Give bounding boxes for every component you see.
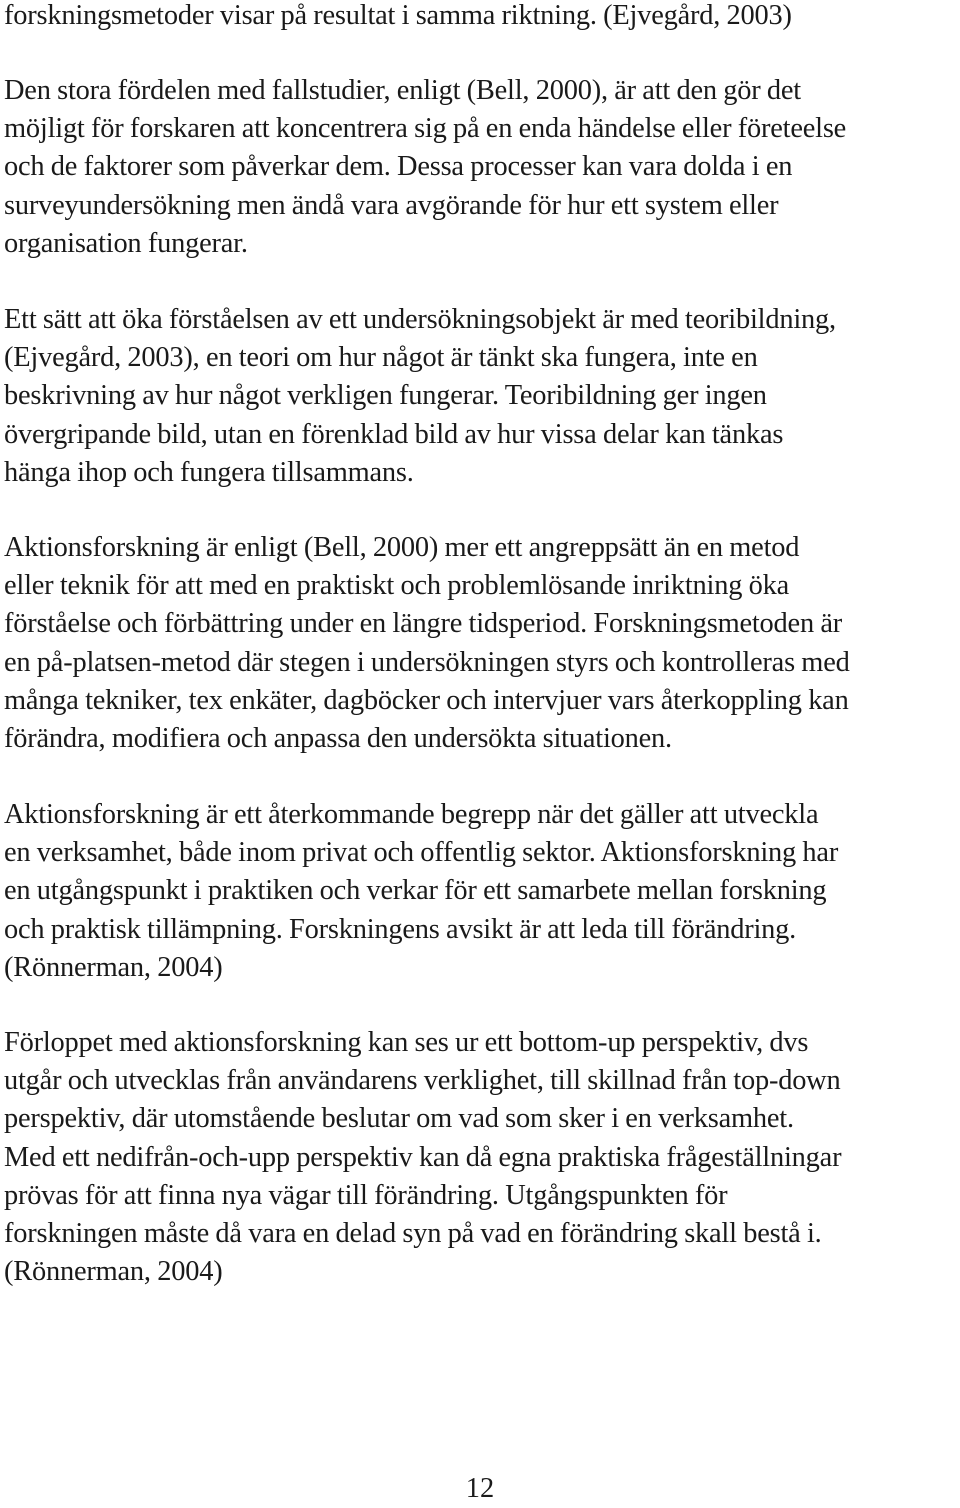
text-line: Aktionsforskning är ett återkommande begrepp när det gäller att utveckla (4, 799, 819, 830)
text-line: möjligt för forskaren att koncentrera sig på en enda händelse eller företeelse (4, 113, 847, 145)
text-line: prövas för att finna nya vägar till förändring. Utgångspunkten för (4, 1179, 728, 1211)
text-line: Förloppet med aktionsforskning kan ses ur ett bottom-up perspektiv, dvs (4, 1027, 809, 1058)
text-line: (Rönnerman, 2004) (4, 1256, 223, 1288)
text-line: många tekniker, tex enkäter, dagböcker och intervjuer vars återkoppling kan (4, 684, 849, 716)
text-line: och de faktorer som påverkar dem. Dessa processer kan vara dolda i en (4, 151, 793, 183)
paragraph-6 (4, 1024, 960, 1291)
paragraph-1 (4, 0, 960, 35)
paragraph-2 (4, 72, 960, 263)
paragraph-3 (4, 301, 960, 492)
text-line: förändra, modifiera och anpassa den undersökta situationen. (4, 723, 672, 755)
text-line: forskningen måste då vara en delad syn på vad en förändring skall bestå i. (4, 1218, 822, 1250)
text-line: forskningsmetoder visar på resultat i samma riktning. (Ejvegård, 2003) (4, 0, 792, 31)
text-line: Ett sätt att öka förståelsen av ett undersökningsobjekt är med teoribildning, (4, 304, 836, 335)
text-line: en utgångspunkt i praktiken och verkar för ett samarbete mellan forskning (4, 875, 827, 907)
paragraph-5 (4, 796, 960, 987)
page-number: 12 (465, 1473, 495, 1504)
text-line: hänga ihop och fungera tillsammans. (4, 456, 414, 488)
paragraph-4 (4, 529, 960, 758)
text-line: förståelse och förbättring under en längre tidsperiod. Forskningsmetoden är (4, 608, 843, 640)
text-line: (Ejvegård, 2003), en teori om hur något är tänkt ska fungera, inte en (4, 342, 758, 374)
text-line: beskrivning av hur något verkligen fungerar. Teoribildning ger ingen (4, 380, 767, 412)
text-line: en på-platsen-metod där stegen i undersökningen styrs och kontrolleras med (4, 646, 850, 678)
text-line: och praktisk tillämpning. Forskningens avsikt är att leda till förändring. (4, 913, 797, 945)
text-line: en verksamhet, både inom privat och offentlig sektor. Aktionsforskning har (4, 837, 839, 869)
text-line: Den stora fördelen med fallstudier, enligt (Bell, 2000), är att den gör det (4, 75, 801, 106)
text-line: perspektiv, där utomstående beslutar om vad som sker i en verksamhet. (4, 1103, 794, 1135)
text-line: utgår och utvecklas från användarens verklighet, till skillnad från top-down (4, 1065, 841, 1097)
text-line: övergripande bild, utan en förenklad bild av hur vissa delar kan tänkas (4, 418, 784, 450)
text-line: organisation fungerar. (4, 227, 248, 259)
text-line: Med ett nedifrån-och-upp perspektiv kan då egna praktiska frågeställningar (4, 1141, 842, 1173)
text-line: surveyundersökning men ändå vara avgörande för hur ett system eller (4, 189, 779, 221)
text-line: (Rönnerman, 2004) (4, 951, 223, 983)
text-line: eller teknik för att med en praktiskt och problemlösande inriktning öka (4, 570, 789, 602)
text-line: Aktionsforskning är enligt (Bell, 2000) mer ett angreppsätt än en metod (4, 532, 800, 563)
